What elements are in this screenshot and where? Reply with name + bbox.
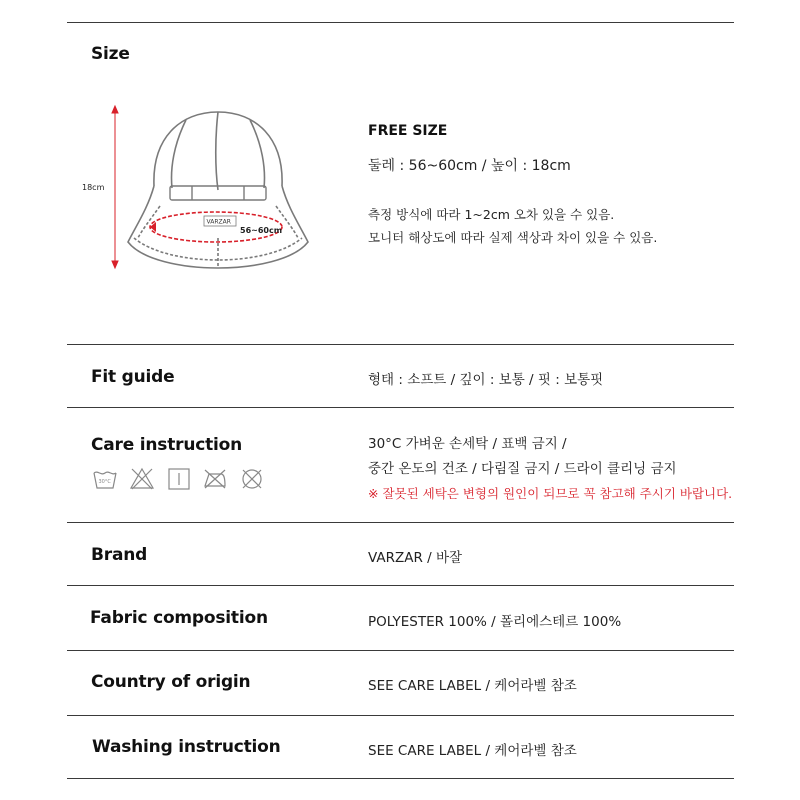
- origin-value: SEE CARE LABEL / 케어라벨 참조: [368, 678, 577, 694]
- hand-wash-30-icon: [92, 466, 118, 492]
- wash-temp-label: 30°C: [98, 479, 111, 485]
- size-note-line1: 측정 방식에 따라 1~2cm 오차 있을 수 있음.: [368, 207, 615, 222]
- height-arrow: [112, 106, 118, 268]
- divider-after-brand: [67, 585, 734, 586]
- care-icons: [92, 466, 267, 492]
- circumference-label: 56~60cm: [240, 226, 283, 235]
- fit-guide-heading: Fit guide: [91, 367, 175, 387]
- size-heading: Size: [91, 44, 130, 64]
- care-line2: 중간 온도의 건조 / 다림질 금지 / 드라이 클리닝 금지: [368, 461, 677, 477]
- fabric-value: POLYESTER 100% / 폴리에스테르 100%: [368, 614, 622, 630]
- divider-top: [67, 22, 734, 23]
- divider-after-fit: [67, 407, 734, 408]
- no-iron-icon: [202, 466, 228, 492]
- divider-after-fabric: [67, 650, 734, 651]
- brand-heading: Brand: [91, 545, 148, 565]
- size-dimensions: 둘레 : 56~60cm / 높이 : 18cm: [368, 158, 571, 174]
- hat-size-diagram: [82, 98, 322, 278]
- no-dry-clean-icon: [239, 466, 265, 492]
- brand-value: VARZAR / 바잘: [368, 550, 463, 566]
- care-heading: Care instruction: [91, 435, 243, 455]
- washing-value: SEE CARE LABEL / 케어라벨 참조: [368, 743, 577, 759]
- origin-heading: Country of origin: [91, 672, 251, 692]
- no-bleach-icon: [129, 466, 155, 492]
- free-size-title: FREE SIZE: [368, 123, 448, 139]
- divider-after-care: [67, 522, 734, 523]
- fabric-heading: Fabric composition: [90, 608, 268, 628]
- divider-after-origin: [67, 715, 734, 716]
- care-warning: ※ 잘못된 세탁은 변형의 원인이 되므로 꼭 참고해 주시기 바랍니다.: [368, 486, 733, 501]
- size-note-line2: 모니터 해상도에 따라 실제 색상과 차이 있을 수 있음.: [368, 230, 658, 245]
- fit-guide-value: 형태 : 소프트 / 깊이 : 보통 / 핏 : 보통핏: [368, 372, 604, 388]
- divider-bottom: [67, 778, 734, 779]
- tumble-dry-medium-icon: [166, 466, 192, 492]
- care-line1: 30°C 가벼운 손세탁 / 표백 금지 /: [368, 436, 567, 452]
- hat-outline: [128, 112, 308, 268]
- washing-heading: Washing instruction: [92, 737, 281, 757]
- divider-after-size: [67, 344, 734, 345]
- hat-tag-label: VARZAR: [206, 218, 231, 226]
- height-label: 18cm: [82, 183, 105, 192]
